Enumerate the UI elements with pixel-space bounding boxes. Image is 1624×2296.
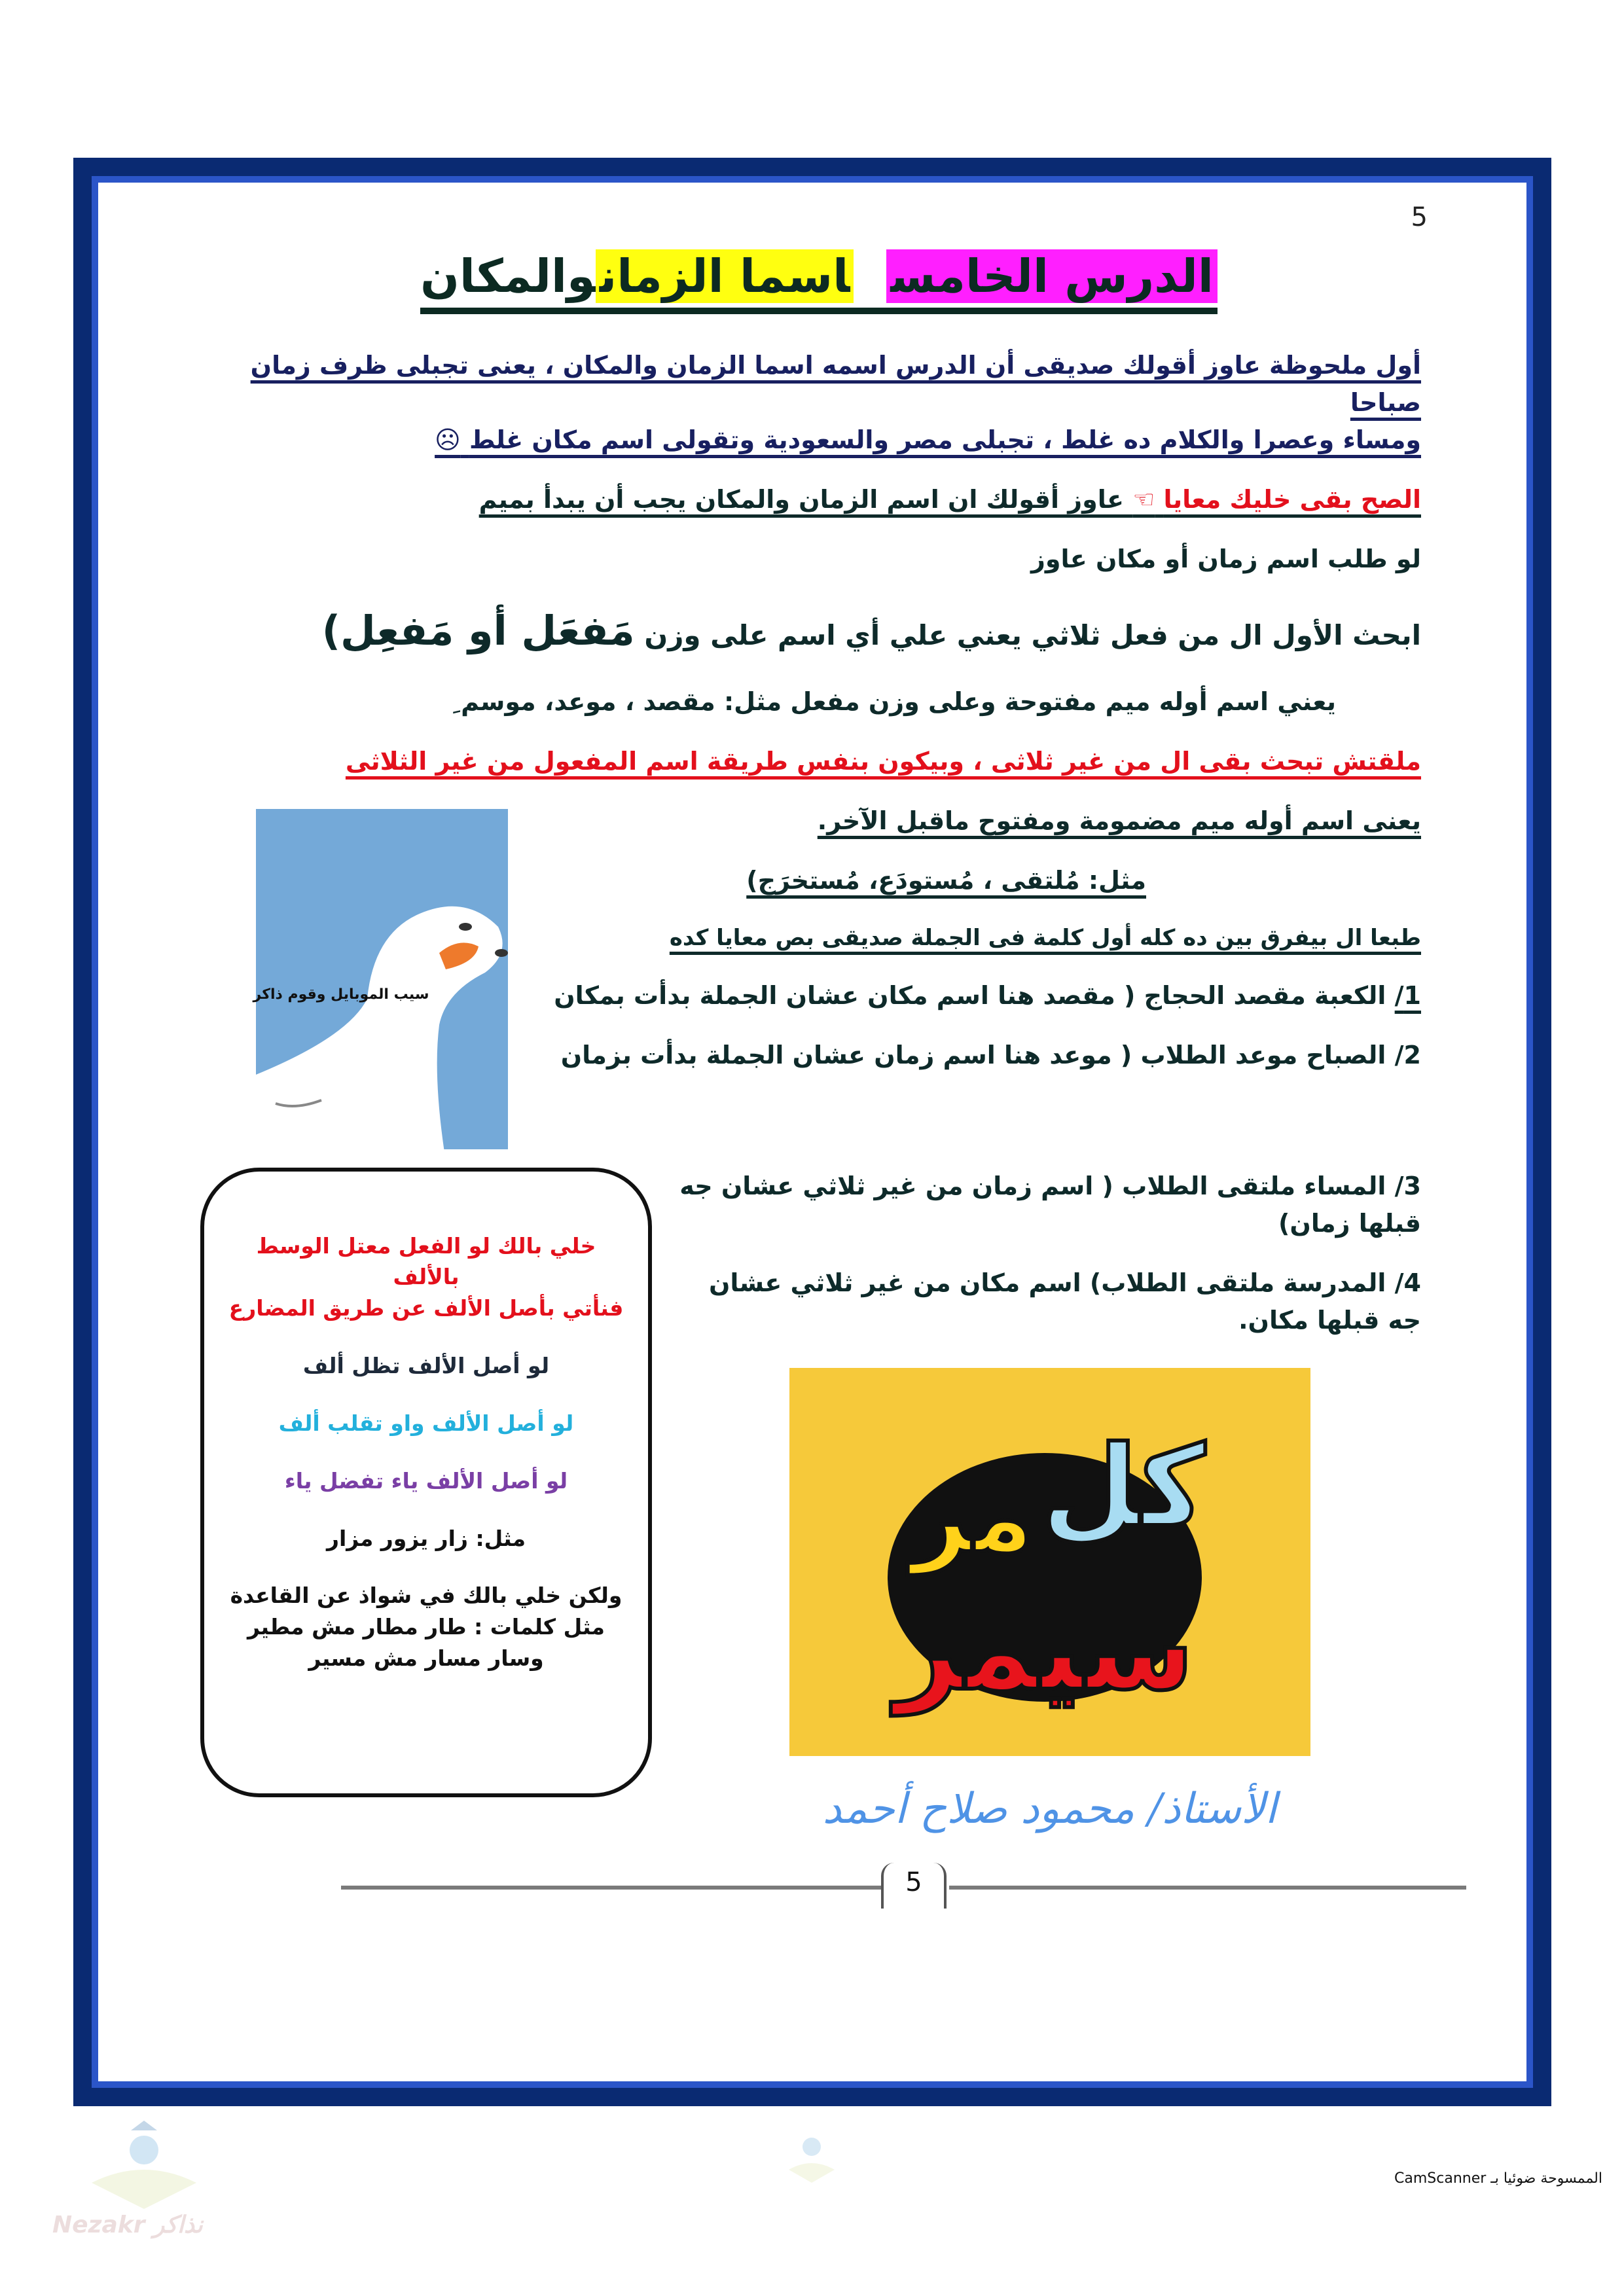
search-pattern: مَفعَل أو مَفعِل) — [321, 606, 635, 655]
meaning-line-2: يعنى اسم أوله ميم مضمومة ومفتوح ماقبل الآخر. — [817, 806, 1421, 835]
nezakr-logo — [52, 2117, 249, 2248]
note-purple: لو أصل الألف ياء تفضل ياء — [284, 1467, 568, 1494]
rule-black-part: عاوز أقولك ان اسم الزمان والمكان يجب أن يبدأ بميم — [478, 484, 1124, 514]
page-frame-outer — [73, 158, 1551, 2106]
intro-line-1: أول ملحوظة عاوز أقولك صديقى أن الدرس اسمه اسما الزمان والمكان ، يعنى تجبلى ظرف زمان صباحا — [250, 350, 1421, 417]
example-item-4 — [678, 1265, 1421, 1339]
footer-line-left — [341, 1886, 881, 1890]
note-dark: لو أصل الألف تظل ألف — [302, 1353, 550, 1379]
sticker-word-1: كل — [1041, 1422, 1205, 1552]
example-text: الصباح موعد الطلاب ( موعد هنا اسم زمان عشان الجملة بدأت بزمان — [560, 1040, 1386, 1069]
note-exception-1: ولكن خلي بالك في شواذ عن القاعدة — [230, 1583, 623, 1609]
note-side-column — [678, 1168, 1421, 1837]
lesson-title — [420, 245, 1218, 314]
example-item-3 — [678, 1168, 1421, 1242]
non-triliteral-line: ملقتش تبحث بقى ال من غير ثلاثى ، وبيكون بنفس طريقة اسم المفعول من غير الثلاثى — [345, 746, 1421, 776]
note-red-1: خلي بالك لو الفعل معتل الوسط بالألف — [256, 1232, 596, 1290]
note-red-2: فنأتي بأصل الألف عن طريق المضارع — [228, 1295, 624, 1321]
difference-line: طبعا ال بيفرق بين ده كله أول كلمة فى الجملة صديقى بص معايا كده — [669, 924, 1421, 951]
title-part-lesson: الدرس الخامس — [886, 249, 1218, 303]
example-line: مثل: مُلتقى ، مُستودَع، مُستخرَج) — [746, 865, 1146, 895]
example-num: 2/ — [1394, 1040, 1421, 1069]
goose-motivation-image — [249, 802, 514, 1161]
example-item-1 — [541, 977, 1421, 1014]
nezakr-logo-small — [779, 2124, 844, 2189]
camscanner-label: الممسوحة ضوئيا بـ CamScanner — [1394, 2170, 1602, 2187]
footer-line-right — [949, 1886, 1466, 1890]
intro-line-2-text: ومساء وعصرا والكلام ده غلط ، تجبلى مصر والسعودية وتقولى اسم مكان غلط — [469, 425, 1421, 454]
handwritten-watermark: الأستاذ/ محمود صلاح أحمد — [822, 1784, 1277, 1833]
note-exception-3: وسار مسار مش مسير — [308, 1645, 544, 1672]
page-body — [92, 176, 1533, 2088]
intro-line-2 — [217, 422, 1421, 459]
page-number-top: 5 — [1411, 202, 1428, 232]
meaning-line: يعني اسم أوله ميم مفتوحة وعلى وزن مفعل مثل: مقصد ، موعد، موسم ِ — [452, 687, 1336, 716]
rule-red-part: الصح بقى خليك معايا — [1163, 484, 1421, 514]
example-text: المساء ملتقى الطلاب ( اسم زمان من غير ثلاثي عشان جه قبلها زمان) — [679, 1171, 1421, 1238]
pointing-hand-icon: ☜ — [1132, 484, 1155, 514]
if-requested-line: لو طلب اسم زمان أو مكان عاوز — [1031, 544, 1421, 573]
goose-section — [217, 802, 1421, 1161]
goose-caption: سيب الموبايل وقوم ذاكر — [253, 986, 429, 1003]
search-text: ابحث الأول ال من فعل ثلاثي يعني علي أي اسم على وزن — [644, 619, 1421, 651]
note-section — [217, 1168, 1421, 1837]
example-num: 1/ — [1394, 980, 1421, 1010]
sticker-image — [783, 1361, 1317, 1763]
lesson-title-wrap — [217, 245, 1421, 314]
title-part-place: والمكان — [420, 249, 596, 303]
example-num: 3/ — [1394, 1171, 1421, 1200]
example-num: 4/ — [1394, 1268, 1421, 1297]
sticker-word-3: سيمر — [895, 1585, 1194, 1715]
footer-page-number: 5 — [881, 1863, 947, 1909]
footer — [217, 1856, 1421, 1915]
note-box — [200, 1168, 652, 1797]
example-text: المدرسة ملتقى الطلاب) اسم مكان من غير ثلاثي عشان جه قبلها مكان. — [708, 1268, 1421, 1335]
logo-text: Nezakr نذاكر — [52, 2212, 203, 2238]
search-line — [217, 600, 1421, 661]
example-text: الكعبة مقصد الحجاج ( مقصد هنا اسم مكان عشان الجملة بدأت بمكان — [554, 980, 1386, 1010]
dizzy-face-icon: ☹ — [435, 425, 461, 454]
note-exception-2: مثل كلمات : طار مطار مش مطير — [247, 1614, 605, 1640]
note-example: مثل: زار يزور مزار — [326, 1525, 526, 1551]
rule-line — [217, 481, 1421, 518]
title-part-names: اسما الزمان — [596, 249, 854, 303]
goose-side-column — [541, 802, 1421, 1096]
sticker-word-2: مر — [911, 1460, 1034, 1575]
note-cyan: لو أصل الألف واو تقلب ألف — [278, 1410, 574, 1436]
example-item-2 — [541, 1037, 1421, 1074]
